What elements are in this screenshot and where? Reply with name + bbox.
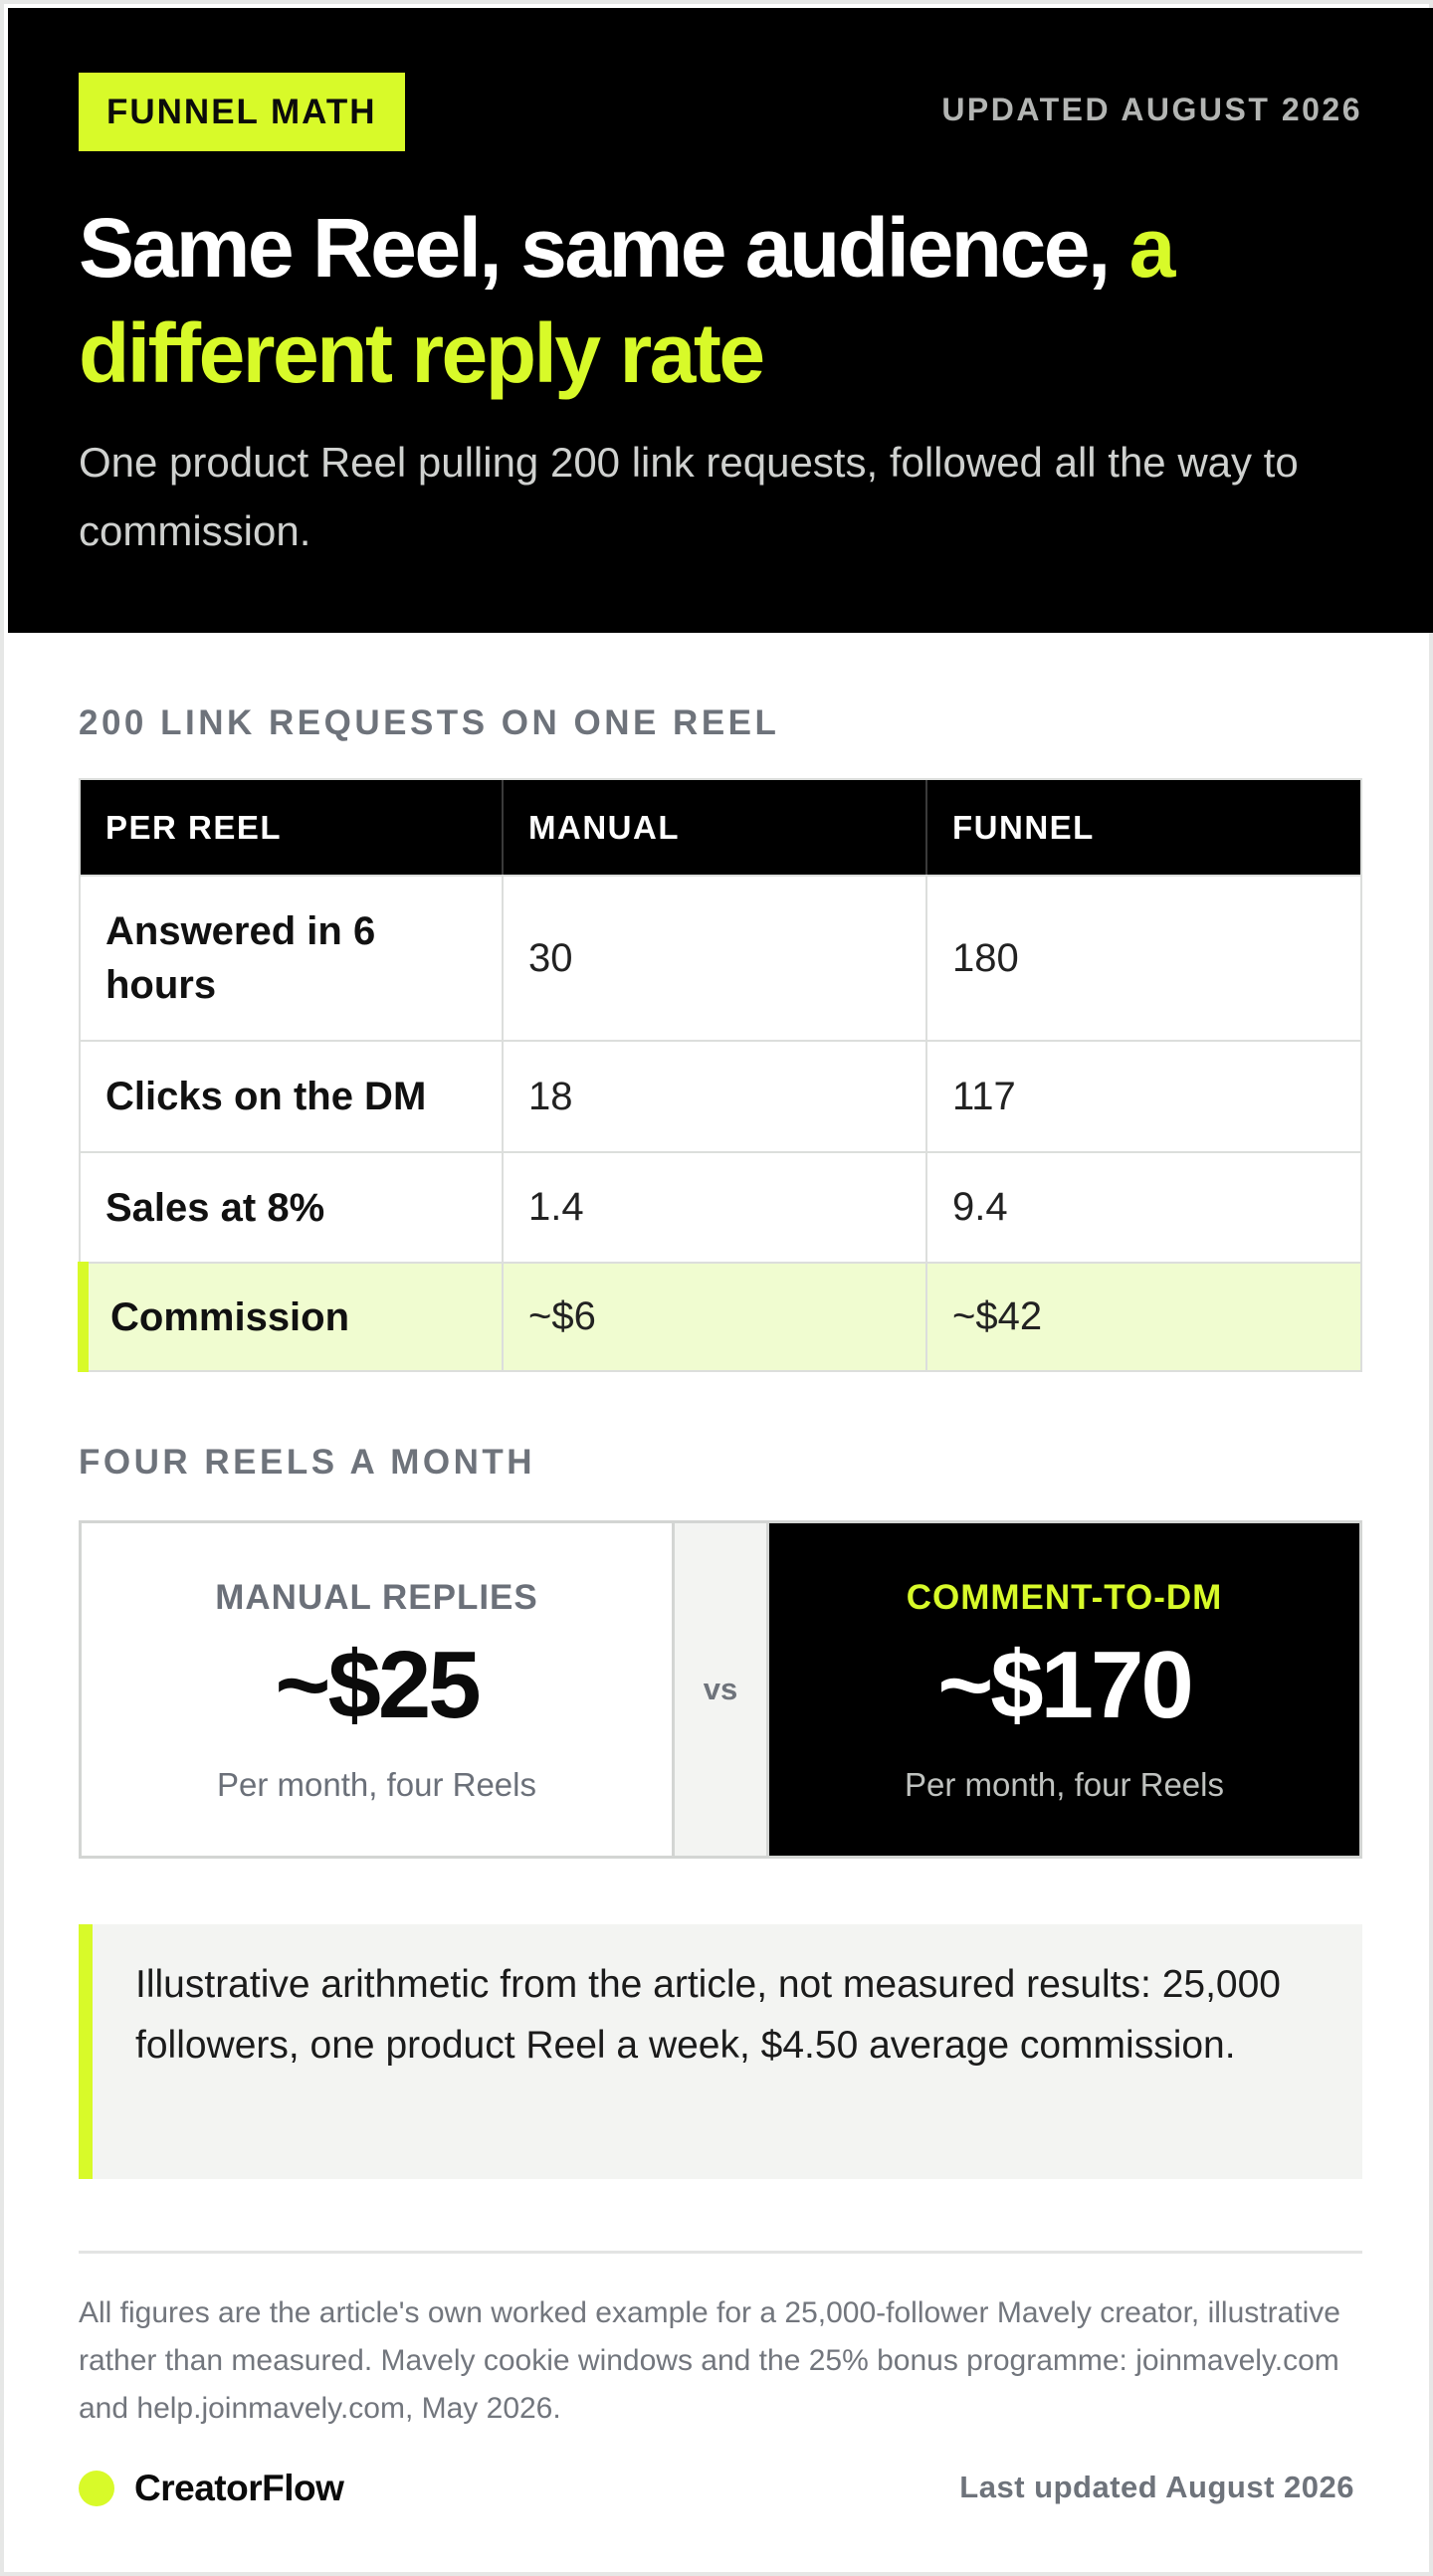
page-title [79,195,1362,406]
table-row [81,1040,1360,1151]
funnel-value: ~$42 [952,1294,1043,1338]
table-header-row [81,780,1360,875]
comment-to-dm-card [766,1523,1359,1856]
column-header-manual: MANUAL [504,780,927,875]
disclaimer-callout [79,1924,1362,2179]
row-label: Commission [81,1264,504,1370]
page-subtitle: One product Reel pulling 200 link requests, followed all the way to commission. [79,439,1299,554]
card-amount: ~$170 [937,1632,1191,1738]
manual-value: ~$6 [504,1264,927,1370]
row-label: Answered in 6 hours [81,877,504,1040]
funnel-value: 117 [952,1074,1016,1118]
funnel-table [79,778,1362,1372]
commission-highlight-bar [78,1262,89,1372]
title-accent: a different reply rate [79,201,1173,400]
manual-value: 1.4 [504,1153,927,1262]
callout-text: Illustrative arithmetic from the article, not measured results: 25,000 followers, one product Reel a week, $4.50 average commission. [135,1963,1281,2067]
versus-label: vs [675,1523,766,1856]
funnel-value: 180 [952,935,1019,980]
card-caption: Per month, four Reels [905,1766,1224,1803]
monthly-comparison [79,1520,1362,1859]
card-title: MANUAL REPLIES [215,1578,538,1617]
updated-date: UPDATED AUGUST 2026 [941,92,1362,127]
table-row [81,875,1360,1040]
manual-value: 18 [504,1042,927,1151]
header-banner [8,8,1433,633]
brand-dot-icon [79,2471,114,2506]
comparison-section-label: FOUR REELS A MONTH [79,1443,536,1482]
brand-logo [79,2466,343,2511]
row-label: Clicks on the DM [81,1042,504,1151]
last-updated: Last updated August 2026 [959,2470,1354,2504]
card-amount: ~$25 [275,1632,479,1738]
table-row-commission [81,1262,1360,1370]
source-footnote: All figures are the article's own worked example for a 25,000-follower Mavely creator, illustrative rather than measured. Mavely cookie windows and the 25% bonus programme: joinmavely.com and help.joinmavely.com, May 2026. [79,2296,1340,2425]
manual-value: 30 [504,877,927,1040]
table-section-label: 200 LINK REQUESTS ON ONE REEL [79,703,780,742]
divider [79,2251,1362,2254]
card-caption: Per month, four Reels [217,1766,536,1803]
card-title: COMMENT-TO-DM [906,1578,1223,1617]
manual-replies-card [82,1523,675,1856]
table-row [81,1151,1360,1262]
funnel-value: 9.4 [952,1185,1008,1229]
brand-name: CreatorFlow [134,2468,344,2508]
category-tag: FUNNEL MATH [79,73,405,151]
column-header-per-reel: PER REEL [81,780,504,875]
title-main: Same Reel, same audience, [79,201,1129,295]
column-header-funnel: FUNNEL [952,808,1095,846]
row-label: Sales at 8% [81,1153,504,1262]
callout-accent-bar [79,1924,93,2179]
